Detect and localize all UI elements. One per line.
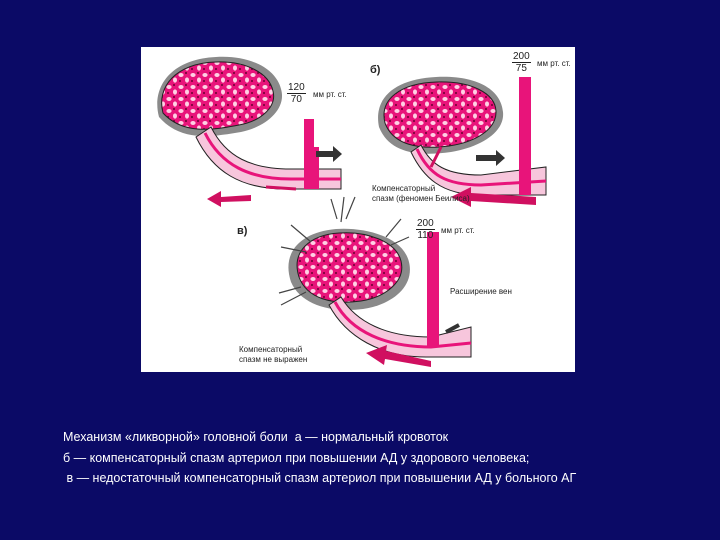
arrow-out-a <box>316 146 342 162</box>
caption-line-2: б — компенсаторный спазм артериол при повышении АД у здорового человека; <box>63 450 530 465</box>
panel-a <box>157 57 342 207</box>
pressure-a-fraction <box>287 82 306 105</box>
panel-b-letter: б) <box>370 64 381 76</box>
note-v <box>239 345 307 365</box>
pressure-a-bottom: 70 <box>290 94 302 105</box>
panel-v <box>279 197 471 367</box>
pressure-v-top: 200 <box>417 218 434 229</box>
brain-tissue-a <box>162 62 274 129</box>
note-b-line-1: Компенсаторный <box>372 184 436 193</box>
note-v-line-1: Компенсаторный <box>239 345 303 354</box>
caption-line-3: в — недостаточный компенсаторный спазм артериол при повышении АД у больного АГ <box>63 471 577 485</box>
illustration-drawing <box>141 47 575 372</box>
pressure-a-unit: мм рт. ст. <box>313 90 347 99</box>
pressure-column-v <box>427 232 439 347</box>
figure-caption <box>63 427 576 489</box>
pressure-b-fraction <box>512 51 531 74</box>
medical-illustration <box>141 47 575 372</box>
note-b-line-2: спазм (феномен Беилиса) <box>372 194 470 203</box>
pressure-b-top: 200 <box>513 51 530 62</box>
note-b <box>372 184 470 204</box>
pressure-a-top: 120 <box>288 82 305 93</box>
pressure-v-fraction <box>416 218 435 241</box>
pressure-v-unit: мм рт. ст. <box>441 226 475 235</box>
pressure-column-b <box>519 77 531 195</box>
pressure-v-bottom: 110 <box>417 230 434 241</box>
panel-v-letter: в) <box>237 225 248 237</box>
arrow-out-b <box>476 150 505 166</box>
pressure-b-unit: мм рт. ст. <box>537 59 571 68</box>
caption-line-1: Механизм «ликворной» головной боли а — нормальный кровоток <box>63 430 449 444</box>
arrow-return-a <box>207 191 251 207</box>
note-v-veins: Расширение вен <box>450 287 512 296</box>
brain-tissue-v <box>297 233 402 302</box>
note-v-line-2: спазм не выражен <box>239 355 308 364</box>
pressure-b-bottom: 75 <box>515 63 527 74</box>
